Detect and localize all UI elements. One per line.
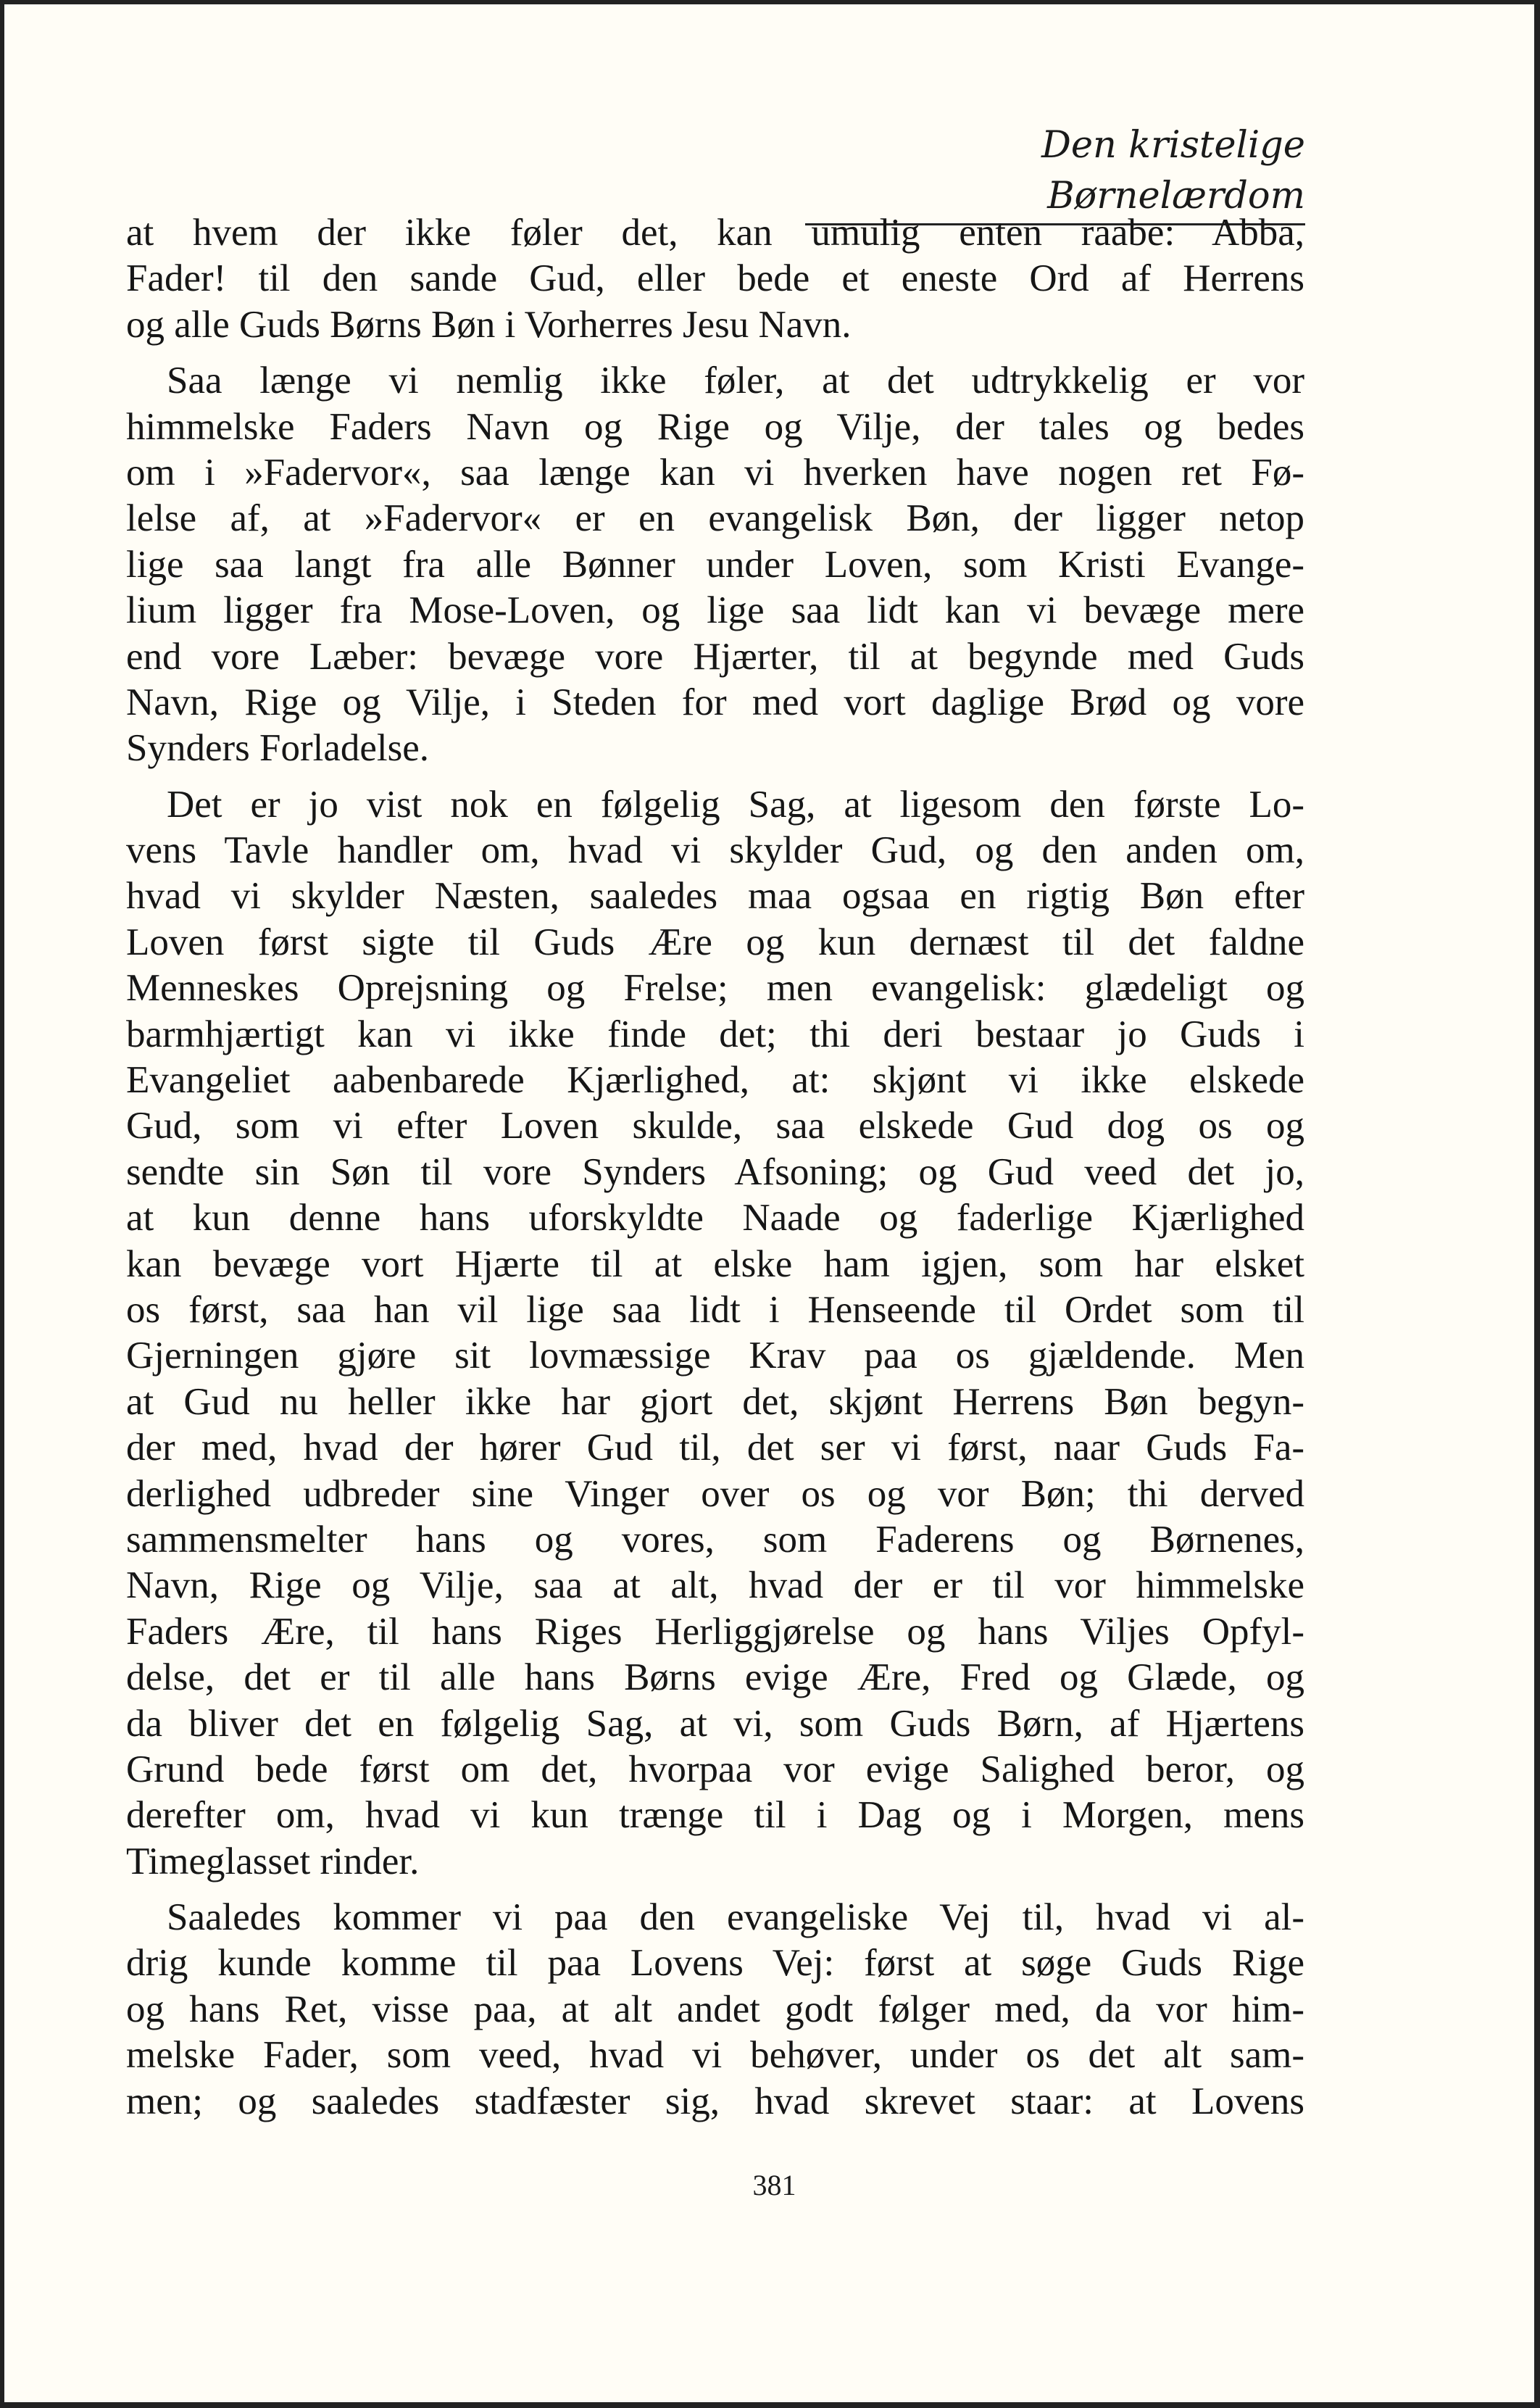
text-line: Saa længe vi nemlig ikke føler, at det udtrykkelig er vor [167, 360, 1304, 402]
text-line: Det er jo vist nok en følgelig Sag, at ligesom den første Lo- [167, 783, 1304, 826]
text-line: Navn, Rige og Vilje, saa at alt, hvad der er til vor himmelske [126, 1564, 1304, 1607]
text-line: Fader! til den sande Gud, eller bede et eneste Ord af Herrens [126, 257, 1304, 300]
text-line: derefter om, hvad vi kun trænge til i Dag og i Morgen, mens [126, 1794, 1304, 1837]
text-line: derlighed udbreder sine Vinger over os og vor Bøn; thi derved [126, 1472, 1304, 1515]
text-line: os først, saa han vil lige saa lidt i Henseende til Ordet som til [126, 1288, 1304, 1331]
paragraph [126, 782, 1304, 1885]
text-line: at kun denne hans uforskyldte Naade og faderlige Kjærlighed [126, 1197, 1304, 1240]
text-line: barmhjærtigt kan vi ikke finde det; thi deri bestaar jo Guds i [126, 1013, 1304, 1055]
text-line: Menneskes Oprejsning og Frelse; men evangelisk: glædeligt og [126, 967, 1304, 1010]
text-line: vens Tavle handler om, hvad vi skylder Gud, og den anden om, [126, 829, 1304, 872]
text-line: Navn, Rige og Vilje, i Steden for med vort daglige Brød og vore [126, 681, 1304, 723]
text-line: lelse af, at »Fadervor« er en evangelisk Bøn, der ligger netop [126, 497, 1304, 540]
text-line: Evangeliet aabenbarede Kjærlighed, at: skjønt vi ikke elskede [126, 1059, 1304, 1102]
text-line: men; og saaledes stadfæster sig, hvad skrevet staar: at Lovens [126, 2080, 1304, 2122]
text-line: lige saa langt fra alle Bønner under Loven, som Kristi Evange- [126, 543, 1304, 586]
text-line: kan bevæge vort Hjærte til at elske ham igjen, som har elsket [126, 1242, 1304, 1285]
text-line: sendte sin Søn til vore Synders Afsoning; og Gud veed det jo, [126, 1150, 1304, 1193]
paragraph [126, 1895, 1304, 2125]
text-line: at hvem der ikke føler det, kan umulig enten raabe: Abba, [126, 212, 1304, 254]
text-line: melske Fader, som veed, hvad vi behøver, under os det alt sam- [126, 2034, 1304, 2077]
text-line: end vore Læber: bevæge vore Hjærter, til at begynde med Guds [126, 635, 1304, 678]
text-line: delse, det er til alle hans Børns evige Ære, Fred og Glæde, og [126, 1656, 1304, 1699]
text-line: Faders Ære, til hans Riges Herliggjørelse og hans Viljes Opfyl- [126, 1610, 1304, 1653]
text-line: Grund bede først om det, hvorpaa vor evige Salighed beror, og [126, 1748, 1304, 1790]
body-text [126, 210, 1304, 2125]
text-line: der med, hvad der hører Gud til, det ser vi først, naar Guds Fa- [126, 1427, 1304, 1469]
text-line: lium ligger fra Mose-Loven, og lige saa lidt kan vi bevæge mere [126, 589, 1304, 632]
text-line: da bliver det en følgelig Sag, at vi, som Guds Børn, af Hjærtens [126, 1702, 1304, 1745]
page-number: 381 [752, 2169, 796, 2201]
text-line: Saaledes kommer vi paa den evangeliske Vej til, hvad vi al- [167, 1896, 1304, 1939]
text-line: Gud, som vi efter Loven skulde, saa elskede Gud dog os og [126, 1105, 1304, 1147]
running-head: Den kristelige Børnelærdom [805, 120, 1305, 225]
text-line: Gjerningen gjøre sit lovmæssige Krav paa os gjældende. Men [126, 1334, 1304, 1377]
text-line: sammensmelter hans og vores, som Faderens og Børnenes, [126, 1518, 1304, 1561]
text-line: at Gud nu heller ikke har gjort det, skjønt Herrens Bøn begyn- [126, 1380, 1304, 1423]
text-line: hvad vi skylder Næsten, saaledes maa ogsaa en rigtig Bøn efter [126, 875, 1304, 918]
paragraph [126, 210, 1304, 348]
text-line: Loven først sigte til Guds Ære og kun dernæst til det faldne [126, 921, 1304, 963]
text-line: Timeglasset rinder. [126, 1840, 420, 1882]
text-line: og hans Ret, visse paa, at alt andet godt følger med, da vor him- [126, 1988, 1304, 2030]
text-line: drig kunde komme til paa Lovens Vej: først at søge Guds Rige [126, 1942, 1304, 1985]
text-line: himmelske Faders Navn og Rige og Vilje, der tales og bedes [126, 405, 1304, 448]
text-line: og alle Guds Børns Bøn i Vorherres Jesu Navn. [126, 303, 852, 346]
text-line: om i »Fadervor«, saa længe kan vi hverken have nogen ret Fø- [126, 451, 1304, 494]
paragraph [126, 358, 1304, 772]
text-line: Synders Forladelse. [126, 727, 430, 770]
